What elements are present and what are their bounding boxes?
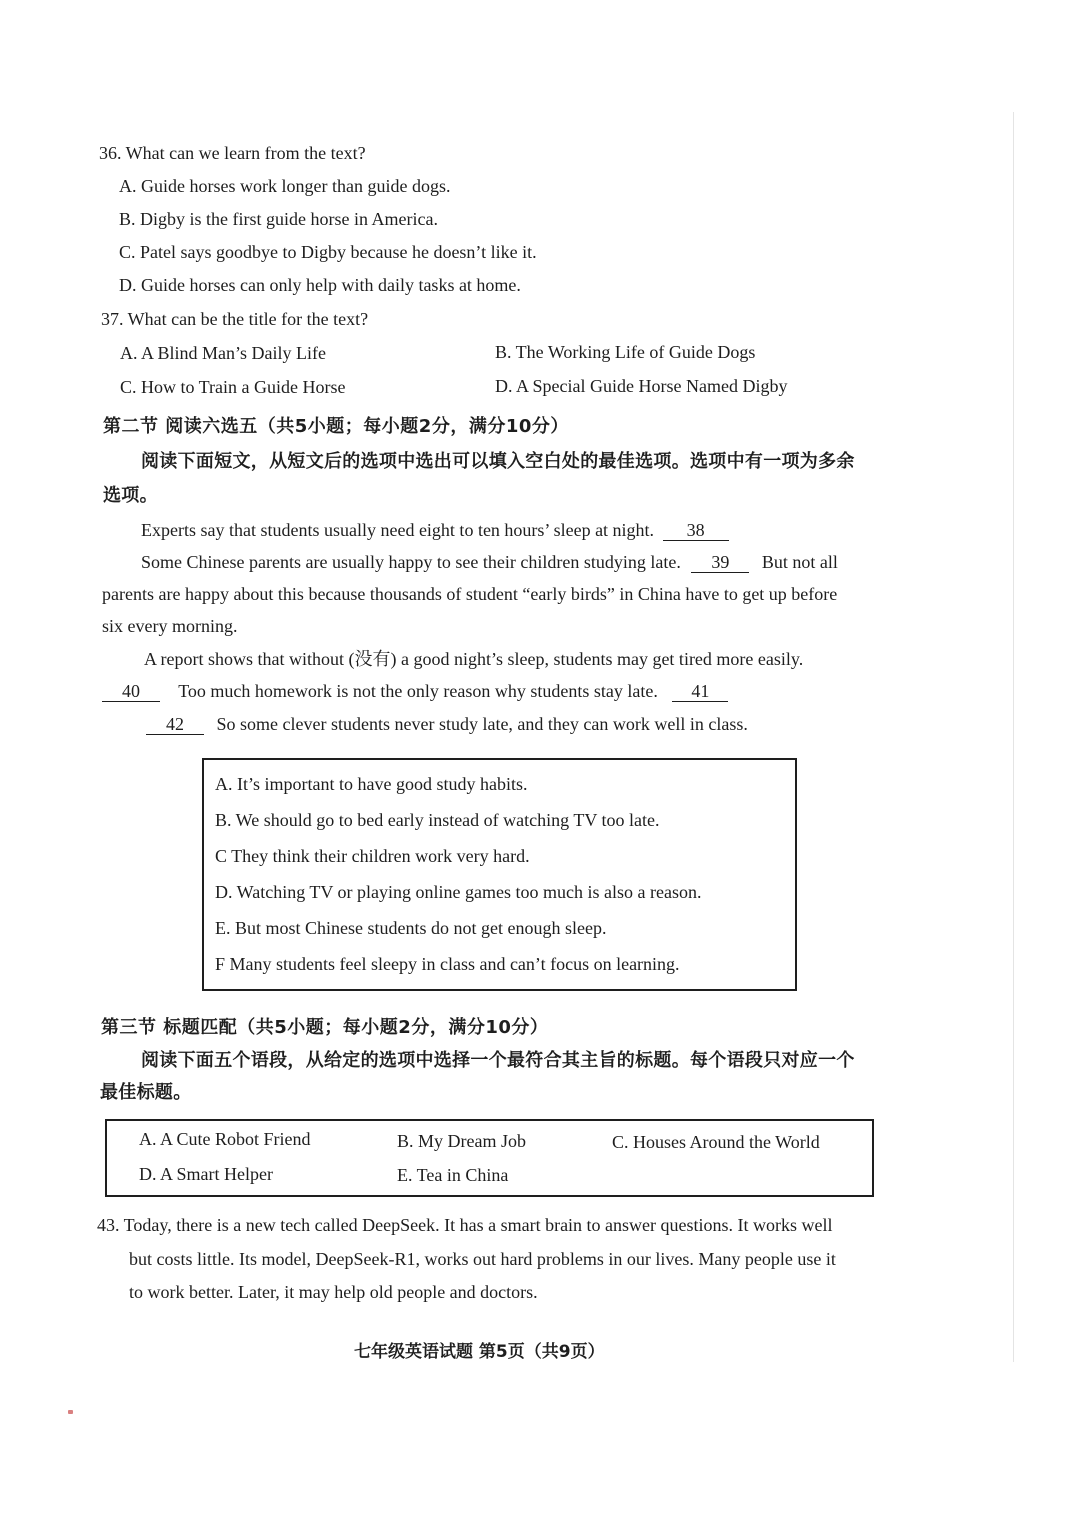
section3-heading: 第三节 标题匹配（共5小题；每小题2分，满分10分） bbox=[101, 1017, 549, 1038]
passage-para1-text: Experts say that students usually need eight to ten hours’ sleep at night. bbox=[141, 520, 655, 540]
title-option-c: C. Houses Around the World bbox=[612, 1132, 820, 1152]
q43-line3: to work better. Later, it may help old people and doctors. bbox=[129, 1282, 538, 1302]
page-footer: 七年级英语试题 第5页（共9页） bbox=[354, 1342, 605, 1362]
passage-para3-line2: Too much homework is not the only reason why students stay late. bbox=[178, 681, 658, 701]
title-option-e: E. Tea in China bbox=[397, 1165, 509, 1185]
blank-39: 39 bbox=[691, 552, 749, 573]
passage-para3-line1: A report shows that without (没有) a good night’s sleep, students may get tired more easily. bbox=[144, 649, 804, 669]
blank-38: 38 bbox=[663, 520, 729, 541]
section3-instruction-line2: 最佳标题。 bbox=[100, 1082, 192, 1103]
passage-paragraph-1 bbox=[141, 518, 729, 542]
q36-stem: 36. What can we learn from the text? bbox=[99, 143, 366, 163]
passage-para3-line3-row bbox=[146, 712, 748, 736]
blank-40: 40 bbox=[102, 681, 160, 702]
passage-para3-line2-row bbox=[102, 679, 728, 703]
section2-heading: 第二节 阅读六选五（共5小题；每小题2分，满分10分） bbox=[103, 416, 569, 437]
section3-titles-box bbox=[105, 1119, 874, 1197]
section2-option-b: B. We should go to bed early instead of watching TV too late. bbox=[215, 810, 660, 830]
q37-option-d: D. A Special Guide Horse Named Digby bbox=[495, 376, 788, 396]
q36-option-a: A. Guide horses work longer than guide dogs. bbox=[119, 176, 451, 196]
q36-option-d: D. Guide horses can only help with daily tasks at home. bbox=[119, 275, 521, 295]
section2-options-box bbox=[202, 758, 797, 991]
q36-option-b: B. Digby is the first guide horse in America. bbox=[119, 209, 438, 229]
section2-option-e: E. But most Chinese students do not get enough sleep. bbox=[215, 918, 607, 938]
title-option-d: D. A Smart Helper bbox=[139, 1164, 273, 1184]
blank-41: 41 bbox=[672, 681, 728, 702]
q43-line2: but costs little. Its model, DeepSeek-R1, works out hard problems in our lives. Many people use it bbox=[129, 1249, 836, 1269]
section2-instruction-line1: 阅读下面短文，从短文后的选项中选出可以填入空白处的最佳选项。选项中有一项为多余 bbox=[141, 451, 855, 472]
passage-para2-text-a: Some Chinese parents are usually happy to see their children studying late. bbox=[141, 552, 681, 572]
q37-option-c: C. How to Train a Guide Horse bbox=[120, 377, 346, 397]
section2-option-f: F Many students feel sleepy in class and can’t focus on learning. bbox=[215, 954, 680, 974]
q37-stem: 37. What can be the title for the text? bbox=[101, 309, 369, 329]
section2-option-c: C They think their children work very hard. bbox=[215, 846, 530, 866]
passage-para2-line2: parents are happy about this because thousands of student “early birds” in China have to get up before bbox=[102, 584, 838, 604]
passage-para3-line3: So some clever students never study late, and they can work well in class. bbox=[216, 714, 748, 734]
title-option-b: B. My Dream Job bbox=[397, 1131, 526, 1151]
q43-line1: 43. Today, there is a new tech called DeepSeek. It has a smart brain to answer questions. It works well bbox=[97, 1215, 833, 1235]
passage-para2-line3: six every morning. bbox=[102, 616, 238, 636]
passage-para2-text-b: But not all bbox=[761, 552, 838, 572]
blank-42: 42 bbox=[146, 714, 204, 735]
q36-option-c: C. Patel says goodbye to Digby because he doesn’t like it. bbox=[119, 242, 537, 262]
title-option-a: A. A Cute Robot Friend bbox=[139, 1129, 311, 1149]
scan-edge-line bbox=[1013, 112, 1014, 1362]
section2-option-d: D. Watching TV or playing online games too much is also a reason. bbox=[215, 882, 702, 902]
q37-option-a: A. A Blind Man’s Daily Life bbox=[120, 343, 326, 363]
q37-option-b: B. The Working Life of Guide Dogs bbox=[495, 342, 756, 362]
section2-instruction-line2: 选项。 bbox=[103, 485, 158, 506]
scan-mark bbox=[68, 1410, 73, 1414]
passage-paragraph-2 bbox=[141, 550, 838, 574]
section3-instruction-line1: 阅读下面五个语段，从给定的选项中选择一个最符合其主旨的标题。每个语段只对应一个 bbox=[141, 1050, 855, 1071]
section2-option-a: A. It’s important to have good study habits. bbox=[215, 774, 528, 794]
